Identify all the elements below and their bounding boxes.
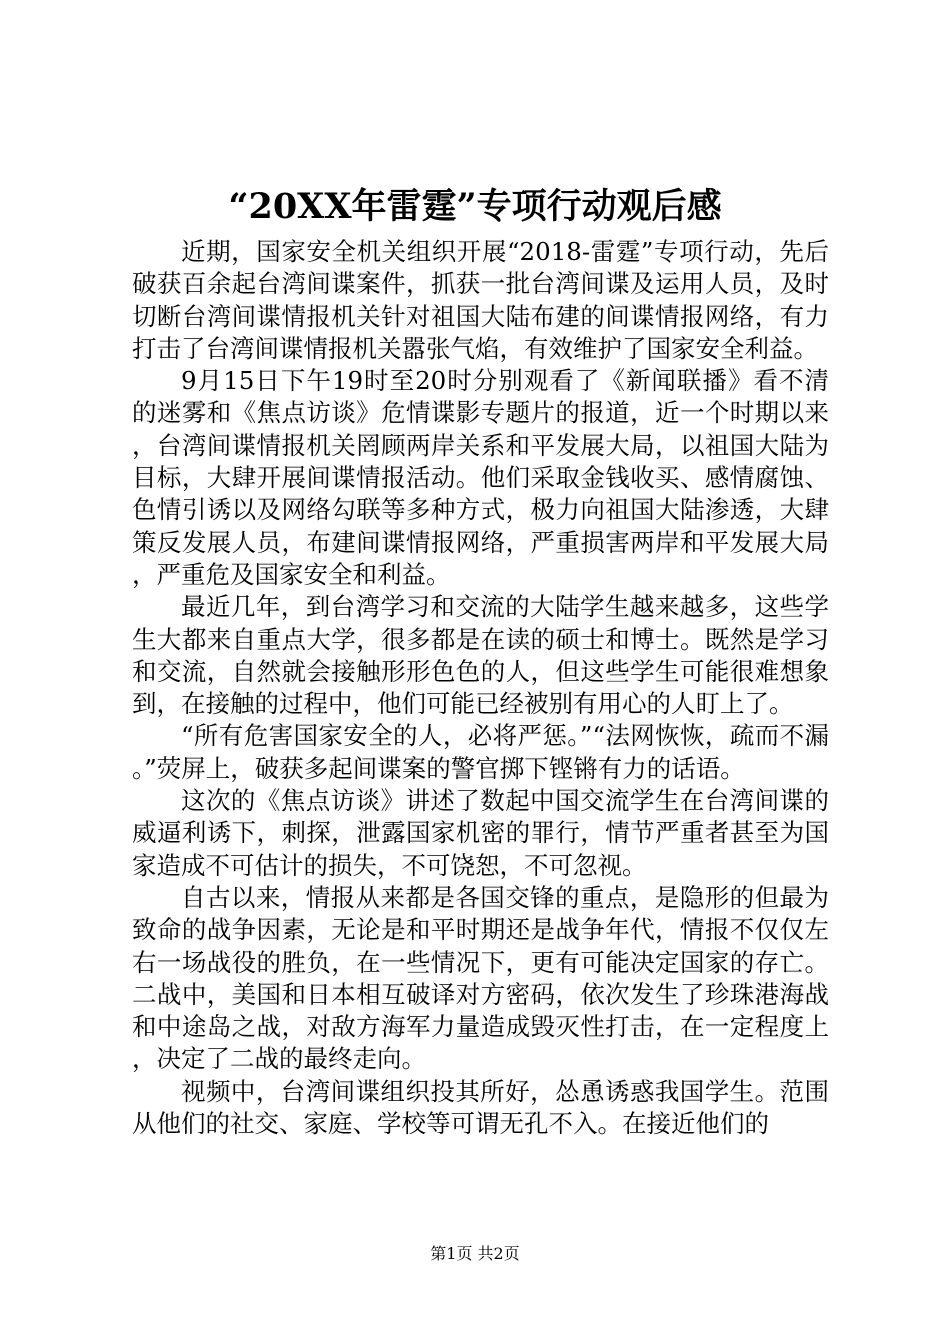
document-title: “20XX年雷霆”专项行动观后感 (228, 186, 722, 227)
paragraph: 视频中，台湾间谍组织投其所好，怂恿诱惑我国学生。范围从他们的社交、家庭、学校等可谓无孔不入。在接近他们的 (132, 1076, 829, 1139)
paragraph: 自古以来，情报从来都是各国交锋的重点，是隐形的但最为致命的战争因素，无论是和平时期还是战争年代，情报不仅仅左右一场战役的胜负，在一些情况下，更有可能决定国家的存亡。二战中，美国和日本相互破译对方密码，依次发生了珍珠港海战和中途岛之战，对敌方海军力量造成毁灭性打击，在一定程度上，决定了二战的最终走向。 (132, 882, 829, 1074)
paragraph: 最近几年，到台湾学习和交流的大陆学生越来越多，这些学生大都来自重点大学，很多都是在读的硕士和博士。既然是学习和交流，自然就会接触形形色色的人，但这些学生可能很难想象到，在接触的过程中，他们可能已经被别有用心的人盯上了。 (132, 592, 829, 719)
paragraph: “所有危害国家安全的人，必将严惩。”“法网恢恢，疏而不漏。”荧屏上，破获多起间谍案的警官掷下铿锵有力的话语。 (132, 721, 829, 783)
document-body (132, 236, 829, 1140)
paragraph: 近期，国家安全机关组织开展“2018-雷霆”专项行动，先后破获百余起台湾间谍案件，抓获一批台湾间谍及运用人员，及时切断台湾间谍情报机关针对祖国大陆布建的间谍情报网络，有力打击了台湾间谍情报机关嚣张气焰，有效维护了国家安全利益。 (132, 237, 829, 363)
page-number-footer: 第1页 共2页 (430, 1244, 520, 1263)
paragraph: 9月15日下午19时至20时分别观看了《新闻联播》看不清的迷雾和《焦点访谈》危情谍影专题片的报道，近一个时期以来，台湾间谍情报机关罔顾两岸关系和平发展大局，以祖国大陆为目标，大肆开展间谍情报活动。他们采取金钱收买、感情腐蚀、色情引诱以及网络勾联等多种方式，极力向祖国大陆渗透，大肆策反发展人员，布建间谍情报网络，严重损害两岸和平发展大局，严重危及国家安全和利益。 (132, 366, 829, 589)
paragraph: 这次的《焦点访谈》讲述了数起中国交流学生在台湾间谍的威逼利诱下，刺探，泄露国家机密的罪行，情节严重者甚至为国家造成不可估计的损失，不可饶恕，不可忽视。 (132, 786, 829, 880)
